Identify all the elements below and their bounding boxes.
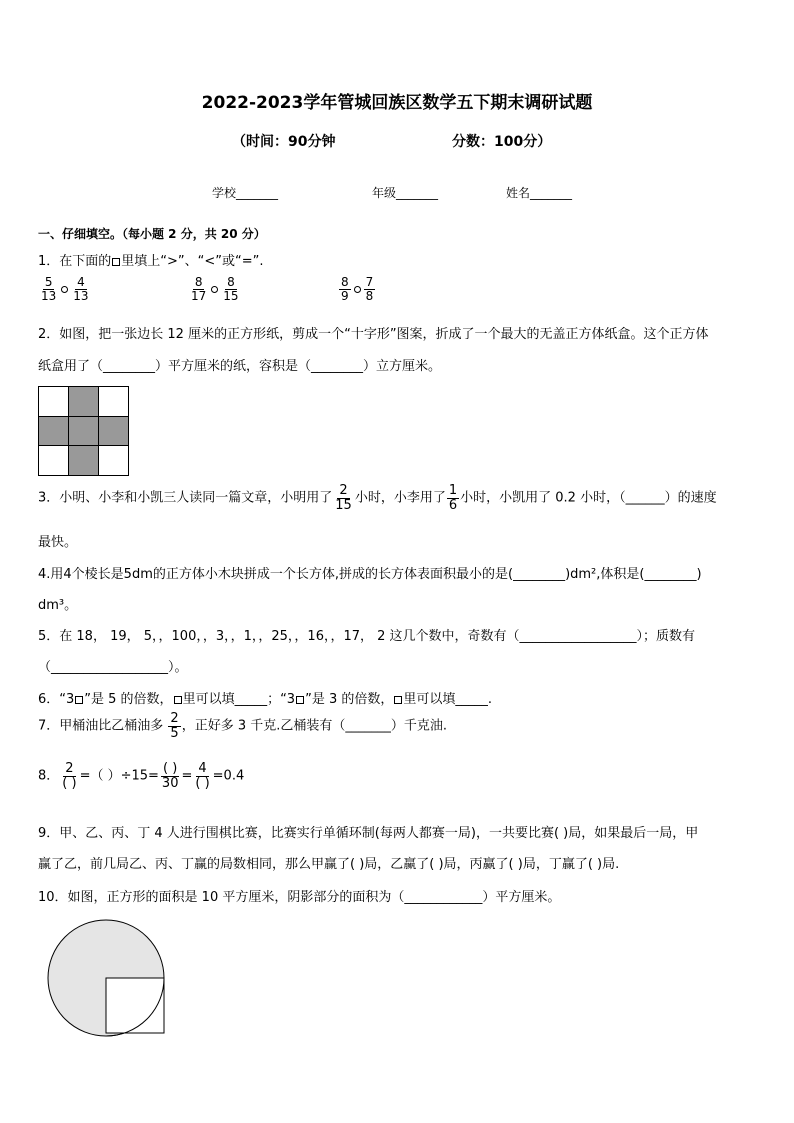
question-1	[38, 250, 264, 269]
question-5-line1: 5．在 18， 19， 5，，100，，3，，1，，25，，16，，17， 2 这几个数中，奇数有（__________________）；质数有	[38, 629, 696, 644]
question-5-line2: （__________________）。	[38, 660, 188, 675]
page-title: 2022-2023学年管城回族区数学五下期末调研试题	[201, 93, 593, 113]
question-2-line1: 2．如图，把一张边长 12 厘米的正方形纸，剪成一个“十字形”图案，折成了一个最大的无盖正方体纸盒。这个正方体	[38, 327, 709, 342]
question-10: 10．如图，正方形的面积是 10 平方厘米，阴影部分的面积为（____________）平方厘米。	[38, 890, 561, 905]
question-7: 7．甲桶油比乙桶油多 $\frac{2}{5}$ ，正好多 3 千克.乙桶装有（_______）千克油.	[38, 711, 448, 741]
question-8: 8． $\frac{2}{( )}$ =（ ）÷15= $\frac{( )}{30}$ = $\frac{4}{( )}$ =0.4	[38, 761, 245, 791]
q1-compare-2: $\frac{8}{17}$ $\frac{8}{15}$	[191, 275, 239, 303]
circle-square-figure	[46, 918, 168, 1040]
q1-text-a: 1．在下面的	[38, 254, 112, 269]
name-field: 姓名_______	[506, 186, 573, 200]
question-9-line2: 赢了乙，前几局乙、丙、丁赢的局数相同，那么甲赢了( )局，乙赢了( )局，丙赢了( )局，丁赢了( )局.	[38, 857, 620, 872]
circle-placeholder-icon	[354, 286, 361, 293]
q1-compare-3: $\frac{8}{9}$ $\frac{7}{8}$	[341, 275, 374, 303]
square-placeholder-icon	[75, 696, 83, 704]
section-title: 一、仔细填空。（每小题 2 分，共 20 分）	[38, 227, 266, 241]
circle-placeholder-icon	[211, 286, 218, 293]
q1-text-b: 里填上“>”、“<”或“=”.	[121, 254, 264, 269]
exam-time: （时间：90分钟	[232, 134, 336, 150]
grade-field: 年级_______	[372, 186, 439, 200]
circle-placeholder-icon	[61, 286, 68, 293]
question-2-line2: 纸盒用了（________）平方厘米的纸，容积是（________）立方厘米。	[38, 359, 442, 374]
question-9-line1: 9．甲、乙、丙、丁 4 人进行围棋比赛，比赛实行单循环制(每两人都赛一局)，一共要比赛( )局，如果最后一局，甲	[38, 826, 699, 841]
square-placeholder-icon	[112, 258, 120, 266]
square-placeholder-icon	[394, 696, 402, 704]
question-3-line2: 最快。	[38, 535, 78, 550]
cross-net-figure	[38, 386, 130, 476]
square-placeholder-icon	[174, 696, 182, 704]
question-4-line1: 4.用4个棱长是5dm的正方体小木块拼成一个长方体,拼成的长方体表面积最小的是(________)dm²,体积是(________)	[38, 567, 702, 582]
q1-compare-1: $\frac{5}{13}$ $\frac{4}{13}$	[41, 275, 89, 303]
question-3-line1: 3．小明、小李和小凯三人读同一篇文章，小明用了 $\frac{2}{15}$ 小时，小李用了 $\frac{1}{6}$ 小时，小凯用了 0.2 小时，（______）的速度	[38, 483, 717, 513]
question-4-line2: dm³。	[38, 598, 78, 613]
question-6: 6．“3 ”是 5 的倍数， 里可以填_____；“3 ”是 3 的倍数， 里可以填_____.	[38, 692, 492, 707]
school-field: 学校_______	[212, 186, 279, 200]
exam-score: 分数：100分）	[452, 134, 552, 150]
square-placeholder-icon	[296, 696, 304, 704]
